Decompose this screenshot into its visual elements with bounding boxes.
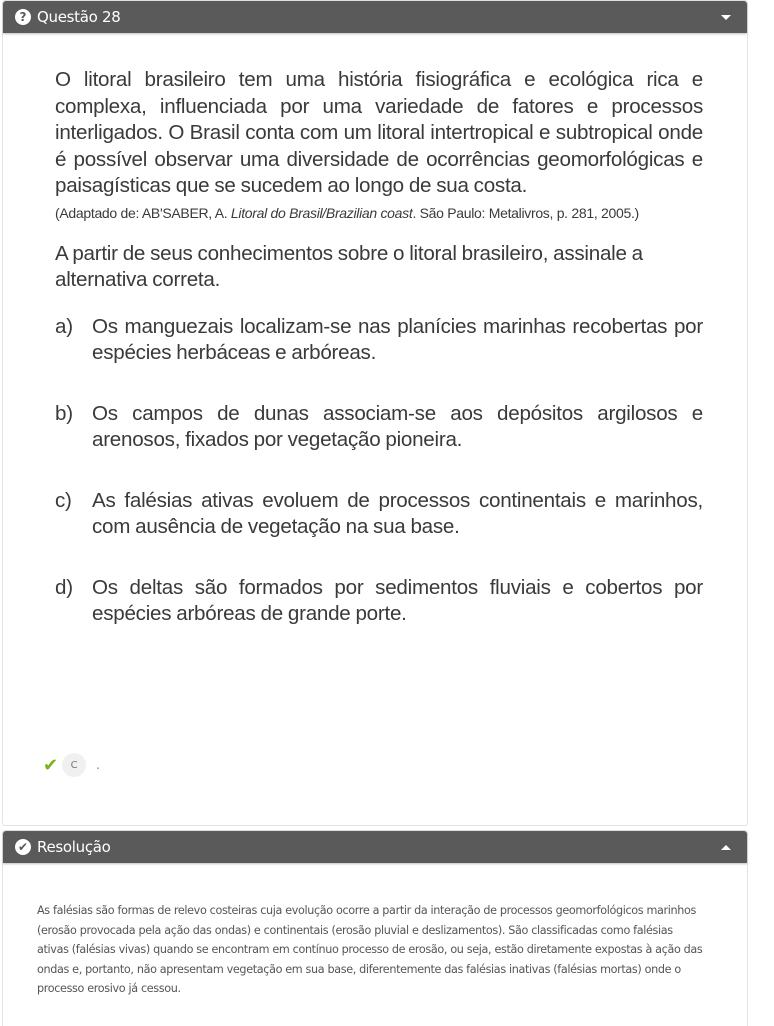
answer-suffix: . (96, 758, 100, 772)
resolution-title: Resolução (37, 838, 111, 856)
check-circle-icon: ✔ (15, 839, 31, 855)
option-b[interactable] (55, 401, 703, 454)
option-a[interactable] (55, 314, 703, 367)
option-letter: d) (55, 575, 73, 599)
option-text: As falésias ativas evoluem de processos continentais e marinhos, com ausência de vegetação na sua base. (92, 488, 703, 538)
option-text: Os deltas são formados por sedimentos fluviais e cobertos por espécies arbóreas de grande porte. (92, 575, 703, 625)
answer-letter-badge: C (62, 753, 86, 777)
option-letter: b) (55, 401, 73, 425)
option-text: Os campos de dunas associam-se aos depósitos argilosos e arenosos, fixados por vegetação pioneira. (92, 401, 703, 451)
caret-up-icon[interactable] (721, 845, 731, 850)
check-icon: ✔ (43, 754, 59, 776)
citation-suffix: . São Paulo: Metalivros, p. 281, 2005.) (412, 204, 639, 221)
resolution-panel (2, 830, 748, 1026)
option-letter: c) (55, 488, 72, 512)
answer-row (43, 753, 100, 777)
resolution-panel-header[interactable] (3, 831, 747, 863)
citation-prefix: (Adaptado de: AB'SABER, A. (55, 204, 231, 221)
question-circle-icon: ? (15, 9, 31, 25)
option-letter: a) (55, 314, 73, 338)
question-panel-header[interactable] (3, 1, 747, 33)
question-paragraph: O litoral brasileiro tem uma história fisiográfica e ecológica rica e complexa, influenciada por uma variedade de fatores e processos interligados. O Brasil conta com um litoral intertropical e subtropical onde é possível observar uma diversidade de ocorrências geomorfológicas e paisagísticas que se sucedem ao longo de sua costa. (55, 68, 703, 197)
question-body (55, 67, 703, 662)
question-citation (55, 206, 703, 221)
option-text: Os manguezais localizam-se nas planícies marinhas recobertas por espécies herbáceas e arbóreas. (92, 314, 703, 364)
question-panel (2, 0, 748, 826)
question-title: Questão 28 (37, 8, 121, 26)
caret-down-icon[interactable] (721, 15, 731, 20)
question-prompt: A partir de seus conhecimentos sobre o litoral brasileiro, assinale a alternativa correta. (55, 241, 643, 291)
answer-options (55, 314, 703, 628)
option-c[interactable] (55, 488, 703, 541)
resolution-text: As falésias são formas de relevo costeiras cuja evolução ocorre a partir da interação de processos geomorfológicos marinhos (erosão provocada pela ação das ondas) e continentais (erosão pluvial e deslizamentos). São classificadas como falésias ativas (falésias vivas) quando se encontram em contínuo processo de erosão, ou seja, estão diretamente expostas à ação das ondas e, portanto, não apresentam vegetação em sua base, diferentemente das falésias inativas (falésias mortas) onde o processo erosivo já cessou. (37, 904, 703, 996)
citation-title: Litoral do Brasil/Brazilian coast (230, 204, 413, 221)
option-d[interactable] (55, 575, 703, 628)
